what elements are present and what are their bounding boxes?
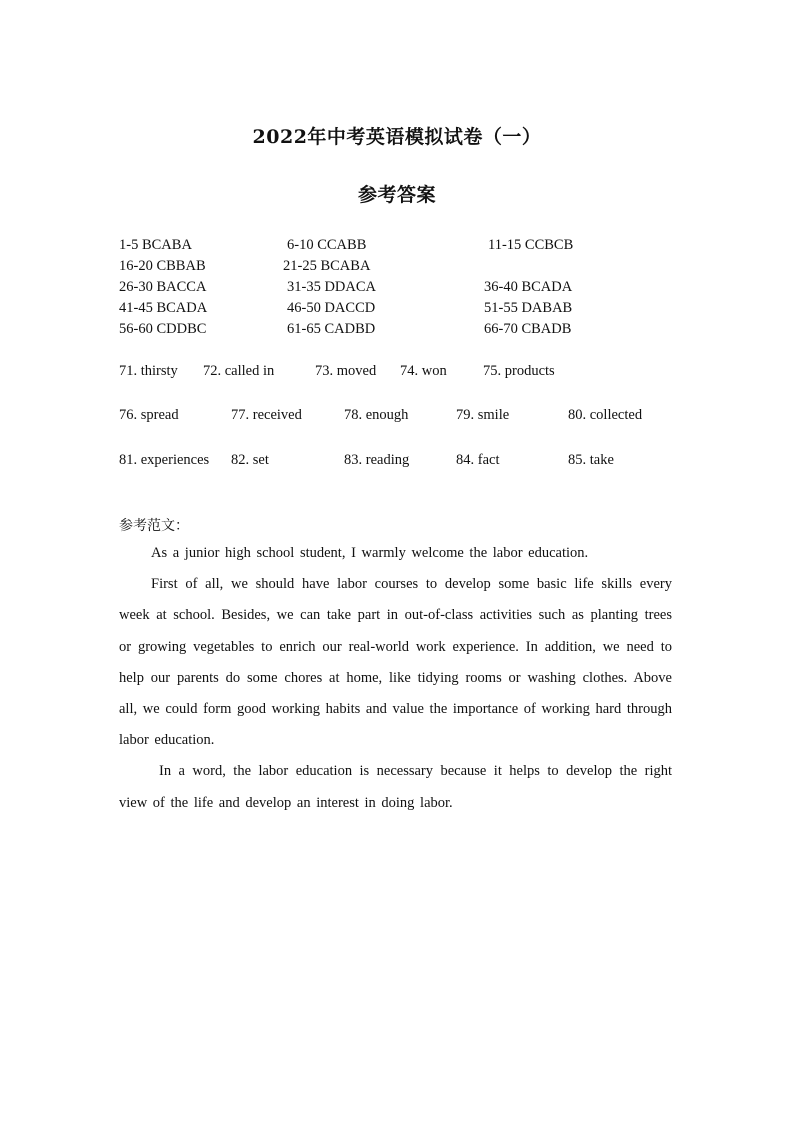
multiple-choice-answers — [119, 237, 719, 342]
fill-in-answer: 84. fact — [456, 452, 500, 468]
fill-in-answer: 81. experiences — [119, 452, 210, 468]
mc-answer: 36-40 BCADA — [484, 279, 573, 295]
mc-answer: 21-25 BCABA — [283, 258, 371, 274]
sample-essay — [119, 514, 672, 819]
mc-answer: 61-65 CADBD — [287, 321, 376, 337]
fill-in-row — [119, 407, 719, 427]
mc-answer: 46-50 DACCD — [287, 300, 376, 316]
mc-answer: 11-15 CCBCB — [488, 237, 574, 253]
mc-answer: 41-45 BCADA — [119, 300, 208, 316]
fill-in-answer: 71. thirsty — [119, 363, 178, 379]
mc-row — [119, 258, 719, 279]
fill-in-row — [119, 363, 719, 383]
fill-in-answer: 78. enough — [344, 407, 409, 423]
mc-answer: 31-35 DDACA — [287, 279, 377, 295]
essay-paragraph: First of all, we should have labor courses to develop some basic life skills every week at school. Besides, we can take part in out-of-class activities such as planting trees or growing vegetables to enrich our real-world work experience. In addition, we need to help our parents do some chores at home, like tidying rooms or washing clothes. Above all, we could form good working habits and value the importance of working hard through labor education. — [119, 576, 672, 749]
mc-row — [119, 237, 719, 258]
fill-in-answer: 74. won — [400, 363, 447, 379]
mc-answer: 26-30 BACCA — [119, 279, 207, 295]
document-title: 2022年中考英语模拟试卷（一） — [252, 126, 542, 148]
fill-in-answer: 76. spread — [119, 407, 179, 423]
mc-row — [119, 321, 719, 342]
fill-in-answer: 80. collected — [568, 407, 643, 423]
mc-answer: 16-20 CBBAB — [119, 258, 206, 274]
mc-answer: 6-10 CCABB — [287, 237, 367, 253]
fill-in-row — [119, 452, 719, 472]
fill-in-answer: 77. received — [231, 407, 302, 423]
mc-answer: 66-70 CBADB — [484, 321, 572, 337]
fill-in-answer: 72. called in — [203, 363, 275, 379]
mc-answer: 1-5 BCABA — [119, 237, 192, 253]
mc-row — [119, 300, 719, 321]
mc-row — [119, 279, 719, 300]
essay-paragraph: As a junior high school student, I warmly welcome the labor education. — [151, 545, 589, 561]
fill-in-answer: 75. products — [483, 363, 555, 379]
essay-paragraph: In a word, the labor education is necessary because it helps to develop the right view of the life and develop an interest in doing labor. — [119, 763, 672, 811]
fill-in-answer: 73. moved — [315, 363, 377, 379]
fill-in-answer: 79. smile — [456, 407, 510, 423]
mc-answer: 51-55 DABAB — [484, 300, 573, 316]
fill-in-answer: 85. take — [568, 452, 614, 468]
fill-in-answer: 83. reading — [344, 452, 410, 468]
mc-answer: 56-60 CDDBC — [119, 321, 207, 337]
fill-in-answer: 82. set — [231, 452, 269, 468]
document-subtitle: 参考答案 — [357, 184, 436, 206]
essay-label: 参考范文： — [119, 518, 189, 534]
